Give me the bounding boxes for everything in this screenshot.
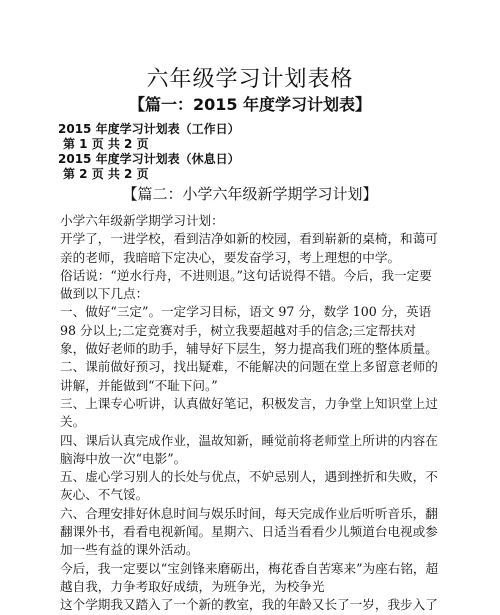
paragraph: 开学了，一进学校，看到洁净如新的校园，看到崭新的桌椅，和蔼可亲的老师，我暗暗下定决心，要发奋学习，考上理想的中学。	[60, 231, 438, 265]
meta-line-page-1: 第 1 页 共 2 页	[63, 137, 149, 151]
paragraph: 三、上课专心听讲，认真做好笔记，积极发言，力争堂上知识堂上过关。	[60, 395, 438, 430]
meta-line-page-2: 第 2 页 共 2 页	[63, 167, 149, 181]
paragraph: 五、虚心学习别人的长处与优点，不妒忌别人，遇到挫折和失败，不灰心、不气馁。	[60, 469, 438, 503]
paragraph: 四、课后认真完成作业，温故知新，睡觉前将老师堂上所讲的内容在脑海中放一次“电影”。	[60, 432, 438, 466]
paragraph: 这个学期我又踏入了一个新的教室，我的年龄又长了一岁，我步入了	[60, 597, 438, 613]
document-subtitle: 【篇一：2015 年度学习计划表】	[128, 95, 372, 114]
paragraph: 俗话说：“逆水行舟，不进则退。”这句话说得不错。今后，我一定要做到以下几点：	[60, 267, 432, 302]
meta-line-weekday-title: 2015 年度学习计划表（工作日）	[58, 122, 240, 136]
paragraph: 小学六年级新学期学习计划：	[60, 213, 224, 228]
section-heading: 【篇二：小学六年级新学期学习计划】	[122, 185, 378, 203]
meta-line-weekend-title: 2015 年度学习计划表（休息日）	[58, 152, 240, 166]
paragraph: 六、合理安排好休息时间与娱乐时间，每天完成作业后听听音乐，翻翻课外书，看看电视新闻。星期六、日适当看看少儿频道台电视或参加一些有益的课外活动。	[60, 505, 438, 558]
paragraph: 今后，我一定要以“宝剑锋来磨砺出，梅花香自苦寒来”为座右铭，超越自我，力争考取好成绩，为班争光，为校争光	[60, 560, 439, 594]
paragraph: 一、做好“三定”。一定学习目标，语文 97 分，数学 100 分，英语 98 分以上;二定竞赛对手，树立我要超越对手的信念;三定帮扶对象，做好老师的助手，辅导好下层生，努力提高我们班的整体质量。	[60, 304, 438, 357]
body-text	[60, 212, 440, 615]
document-title: 六年级学习计划表格	[146, 67, 354, 92]
paragraph: 二、课前做好预习，找出疑难，不能解决的问题在堂上多留意老师的讲解，并能做到“不耻下问。”	[60, 359, 438, 393]
